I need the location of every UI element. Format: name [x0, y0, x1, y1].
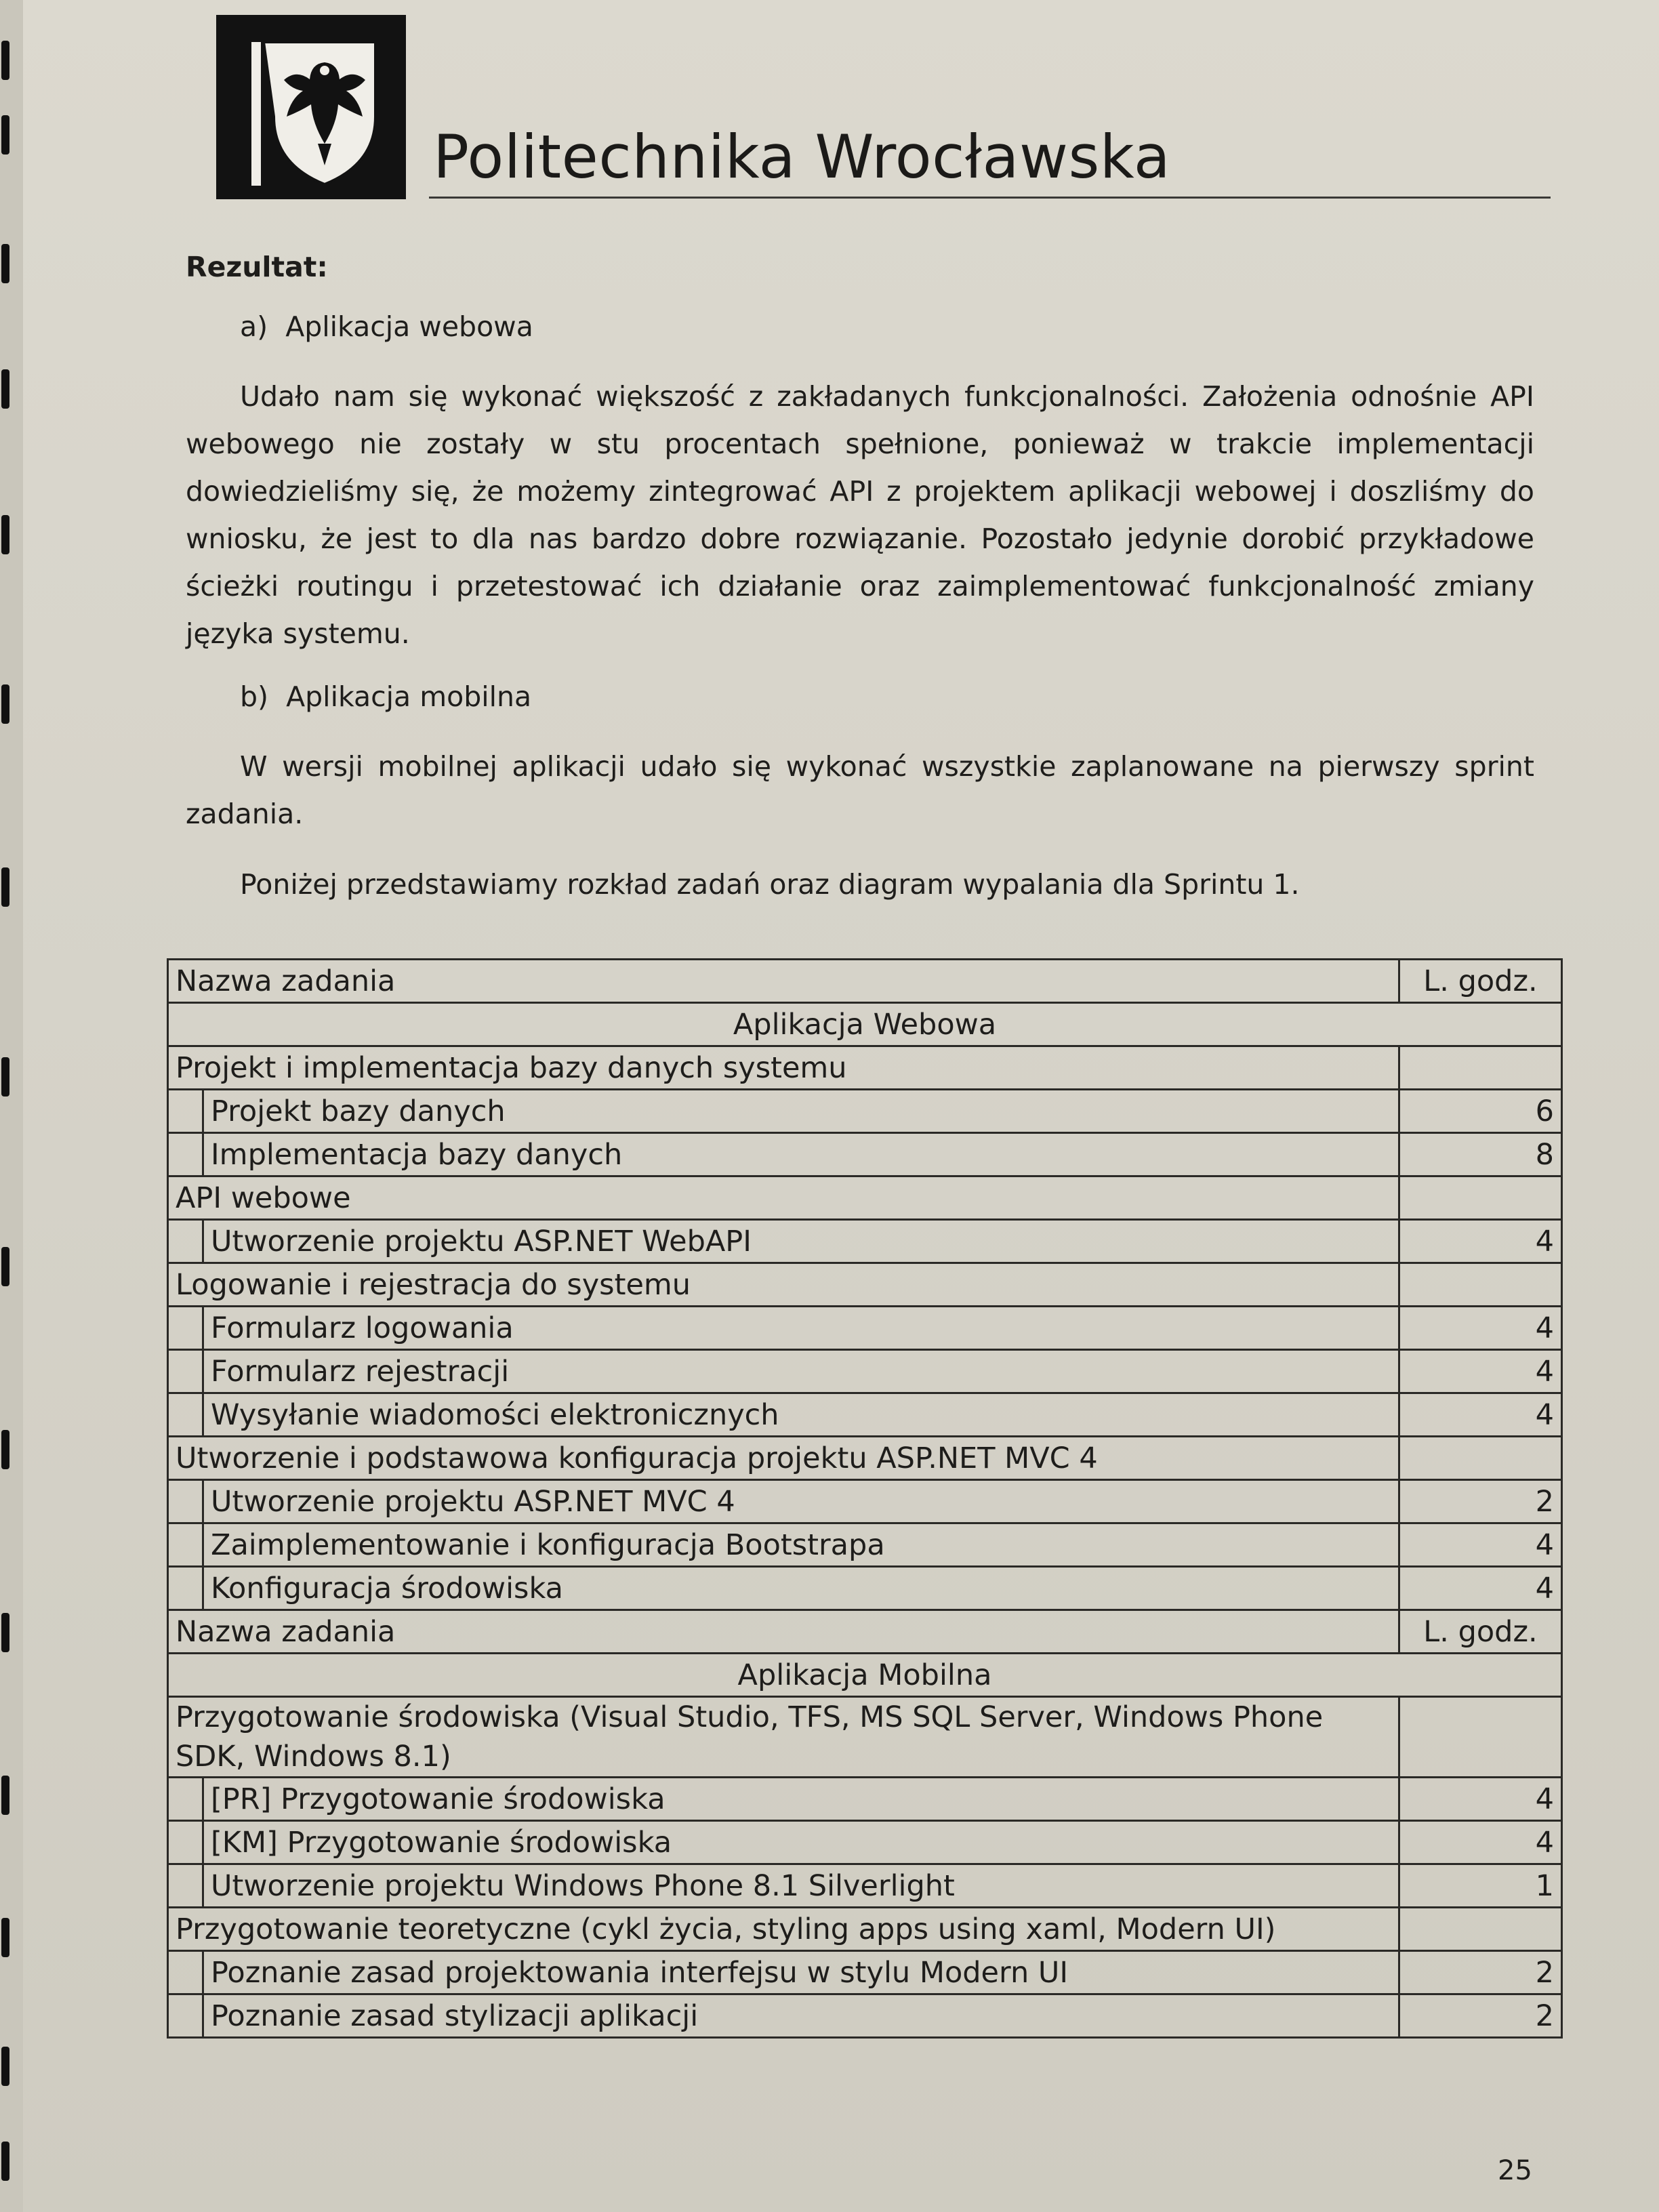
- table-row: [168, 1090, 1562, 1133]
- header-task-name: Nazwa zadania: [168, 1610, 1399, 1654]
- group-hours: [1399, 1176, 1562, 1220]
- task-hours: 1: [1399, 1864, 1562, 1908]
- task-name: Utworzenie projektu Windows Phone 8.1 Silverlight: [203, 1864, 1399, 1908]
- header-hours: L. godz.: [1399, 1610, 1562, 1654]
- subsection-a-title: Aplikacja webowa: [285, 310, 533, 343]
- subsection-b-label: b): [240, 680, 269, 713]
- group-row: [168, 1697, 1562, 1778]
- content: [186, 251, 1534, 931]
- table-row: [168, 1393, 1562, 1437]
- binder-ring: [1, 115, 9, 155]
- task-hours: 2: [1399, 1994, 1562, 2038]
- table-row: [168, 1864, 1562, 1908]
- indent-cell: [168, 1350, 203, 1393]
- section-row: [168, 1654, 1562, 1697]
- group-row: [168, 1908, 1562, 1951]
- subsection-b-title: Aplikacja mobilna: [286, 680, 532, 713]
- binder-rings: [0, 0, 23, 2212]
- indent-cell: [168, 1480, 203, 1523]
- binder-ring: [1, 2142, 9, 2181]
- table-row: [168, 1480, 1562, 1523]
- task-name: Formularz logowania: [203, 1307, 1399, 1350]
- header-task-name: Nazwa zadania: [168, 960, 1399, 1003]
- table-row: [168, 1951, 1562, 1994]
- paragraph-intro: Poniżej przedstawiamy rozkład zadań oraz diagram wypalania dla Sprintu 1.: [240, 868, 1300, 901]
- group-row: [168, 1437, 1562, 1480]
- binder-ring: [1, 515, 9, 554]
- group-name: API webowe: [168, 1176, 1399, 1220]
- table-header-row: [168, 960, 1562, 1003]
- indent-cell: [168, 1090, 203, 1133]
- task-table: [167, 958, 1563, 2039]
- task-name: Projekt bazy danych: [203, 1090, 1399, 1133]
- section-mobile: Aplikacja Mobilna: [168, 1654, 1562, 1697]
- table-row: [168, 1350, 1562, 1393]
- indent-cell: [168, 1220, 203, 1263]
- subsection-a-label: a): [240, 310, 268, 343]
- task-hours: 4: [1399, 1567, 1562, 1610]
- task-name: Utworzenie projektu ASP.NET WebAPI: [203, 1220, 1399, 1263]
- task-hours: 6: [1399, 1090, 1562, 1133]
- header-hours: L. godz.: [1399, 960, 1562, 1003]
- indent-cell: [168, 1307, 203, 1350]
- indent-cell: [168, 1523, 203, 1567]
- task-hours: 4: [1399, 1350, 1562, 1393]
- task-name: Zaimplementowanie i konfiguracja Bootstrapa: [203, 1523, 1399, 1567]
- binder-ring: [1, 684, 9, 724]
- group-hours: [1399, 1697, 1562, 1778]
- page-header: [216, 15, 1555, 201]
- table-header-row: [168, 1610, 1562, 1654]
- table-row: [168, 1523, 1562, 1567]
- binder-ring: [1, 2047, 9, 2086]
- section-row: [168, 1003, 1562, 1046]
- indent-cell: [168, 1994, 203, 2038]
- group-hours: [1399, 1263, 1562, 1307]
- paragraph-mobile: W wersji mobilnej aplikacji udało się wykonać wszystkie zaplanowane na pierwszy sprint zadania.: [186, 750, 1534, 830]
- subsection-b-heading: [240, 680, 1534, 713]
- binder-ring: [1, 867, 9, 907]
- task-hours: 4: [1399, 1778, 1562, 1821]
- task-name: Poznanie zasad stylizacji aplikacji: [203, 1994, 1399, 2038]
- indent-cell: [168, 1864, 203, 1908]
- task-hours: 4: [1399, 1393, 1562, 1437]
- task-name: Utworzenie projektu ASP.NET MVC 4: [203, 1480, 1399, 1523]
- subsection-a-heading: [240, 310, 1534, 343]
- indent-cell: [168, 1567, 203, 1610]
- binder-ring: [1, 1613, 9, 1652]
- task-hours: 2: [1399, 1480, 1562, 1523]
- result-heading: Rezultat:: [186, 251, 328, 283]
- task-name: Implementacja bazy danych: [203, 1133, 1399, 1176]
- binder-ring: [1, 244, 9, 283]
- binder-ring: [1, 1918, 9, 1957]
- table-row: [168, 1994, 1562, 2038]
- table-row: [168, 1567, 1562, 1610]
- indent-cell: [168, 1133, 203, 1176]
- indent-cell: [168, 1821, 203, 1864]
- group-row: [168, 1263, 1562, 1307]
- task-hours: 4: [1399, 1307, 1562, 1350]
- task-name: Formularz rejestracji: [203, 1350, 1399, 1393]
- group-name: Utworzenie i podstawowa konfiguracja projektu ASP.NET MVC 4: [168, 1437, 1399, 1480]
- page-number: 25: [1498, 2155, 1532, 2186]
- task-name: [PR] Przygotowanie środowiska: [203, 1778, 1399, 1821]
- group-row: [168, 1176, 1562, 1220]
- group-name: Przygotowanie środowiska (Visual Studio, TFS, MS SQL Server, Windows Phone SDK, Windows 8.1): [168, 1697, 1399, 1778]
- binder-ring: [1, 1247, 9, 1286]
- document-page: [23, 0, 1659, 2212]
- group-hours: [1399, 1908, 1562, 1951]
- table-row: [168, 1821, 1562, 1864]
- indent-cell: [168, 1778, 203, 1821]
- binder-ring: [1, 1430, 9, 1469]
- indent-cell: [168, 1951, 203, 1994]
- task-hours: 8: [1399, 1133, 1562, 1176]
- table-row: [168, 1778, 1562, 1821]
- table-row: [168, 1220, 1562, 1263]
- binder-ring: [1, 369, 9, 409]
- group-row: [168, 1046, 1562, 1090]
- group-name: Projekt i implementacja bazy danych systemu: [168, 1046, 1399, 1090]
- task-hours: 4: [1399, 1220, 1562, 1263]
- group-hours: [1399, 1437, 1562, 1480]
- group-name: Logowanie i rejestracja do systemu: [168, 1263, 1399, 1307]
- task-hours: 2: [1399, 1951, 1562, 1994]
- task-name: Poznanie zasad projektowania interfejsu w stylu Modern UI: [203, 1951, 1399, 1994]
- table-row: [168, 1307, 1562, 1350]
- binder-ring: [1, 1057, 9, 1097]
- binder-ring: [1, 41, 9, 80]
- group-hours: [1399, 1046, 1562, 1090]
- task-hours: 4: [1399, 1523, 1562, 1567]
- task-name: [KM] Przygotowanie środowiska: [203, 1821, 1399, 1864]
- eagle-crest-icon: [216, 15, 406, 199]
- section-web: Aplikacja Webowa: [168, 1003, 1562, 1046]
- task-name: Konfiguracja środowiska: [203, 1567, 1399, 1610]
- table-row: [168, 1133, 1562, 1176]
- university-name: Politechnika Wrocławska: [433, 122, 1171, 192]
- indent-cell: [168, 1393, 203, 1437]
- paragraph-web: Udało nam się wykonać większość z zakładanych funkcjonalności. Założenia odnośnie API webowego nie zostały w stu procentach spełnione, ponieważ w trakcie implementacji dowiedzieliśmy się, że możemy zintegrować API z projektem aplikacji webowej i doszliśmy do wniosku, że jest to dla nas bardzo dobre rozwiązanie. Pozostało jedynie dorobić przykładowe ścieżki routingu i przetestować ich działanie oraz zaimplementować funkcjonalność zmiany języka systemu.: [186, 380, 1534, 650]
- task-name: Wysyłanie wiadomości elektronicznych: [203, 1393, 1399, 1437]
- task-hours: 4: [1399, 1821, 1562, 1864]
- header-rule: [429, 197, 1551, 199]
- group-name: Przygotowanie teoretyczne (cykl życia, styling apps using xaml, Modern UI): [168, 1908, 1399, 1951]
- binder-ring: [1, 1776, 9, 1815]
